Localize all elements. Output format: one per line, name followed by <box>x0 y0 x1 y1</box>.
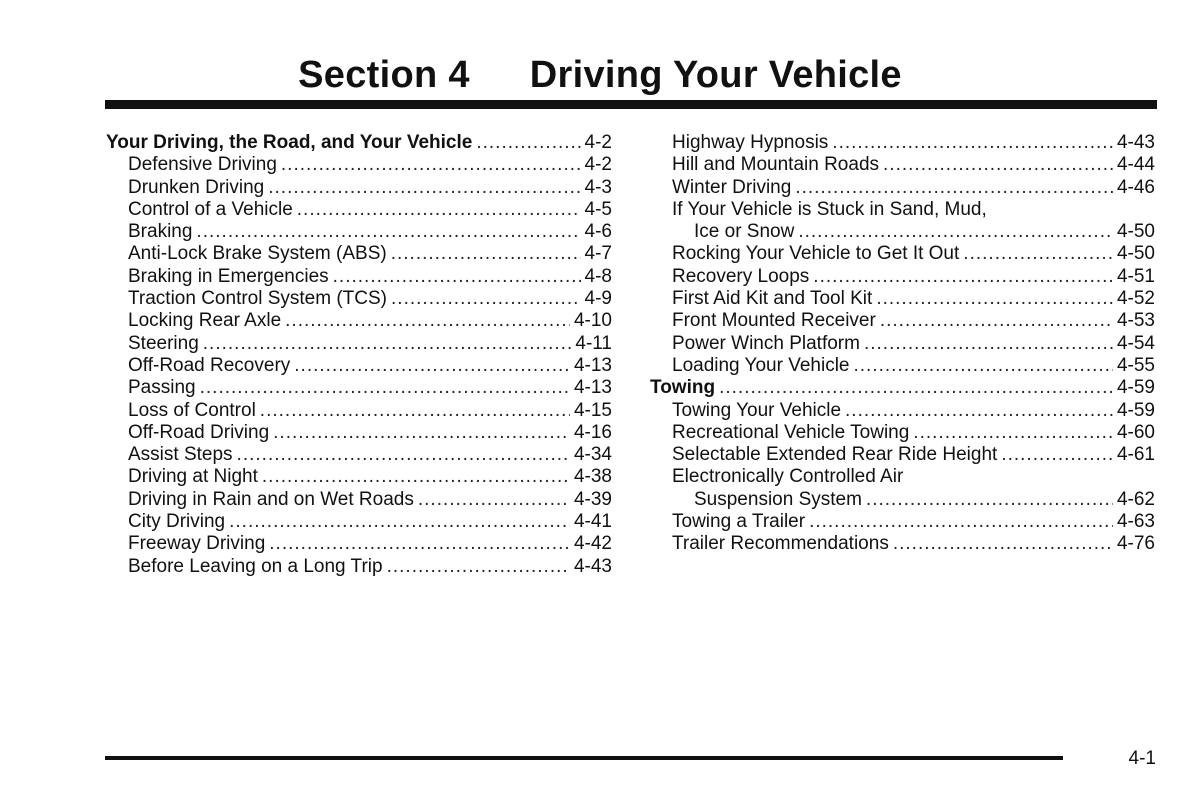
toc-entry-page: 4-52 <box>1116 288 1155 310</box>
toc-entry-page: 4-53 <box>1116 310 1155 332</box>
toc-entry[interactable] <box>106 177 612 199</box>
toc-entry-page: 4-10 <box>573 310 612 332</box>
dot-leader <box>418 489 570 511</box>
section-title: Driving Your Vehicle <box>529 54 902 96</box>
toc-entry-title: Your Driving, the Road, and Your Vehicle <box>106 132 473 153</box>
toc-entry-title: Defensive Driving <box>128 154 277 176</box>
dot-leader <box>963 243 1113 265</box>
toc-entry-title: Ice or Snow <box>694 221 795 243</box>
footer-divider <box>105 756 1063 760</box>
toc-entry-title: Off-Road Driving <box>128 421 270 443</box>
toc-entry-page: 4-7 <box>584 243 612 265</box>
toc-entry-page: 4-50 <box>1116 243 1155 265</box>
toc-entry-page: 4-39 <box>573 488 612 510</box>
toc-entry-page: 4-54 <box>1116 332 1155 354</box>
page-number: 4-1 <box>1128 748 1156 769</box>
toc-entry-page: 4-76 <box>1116 533 1155 555</box>
toc-entry[interactable] <box>106 444 612 466</box>
toc-entry-page: 4-61 <box>1116 444 1155 466</box>
toc-entry-title: Driving in Rain and on Wet Roads <box>128 488 414 510</box>
dot-leader <box>893 533 1113 555</box>
toc-entry[interactable] <box>106 333 612 355</box>
toc-entry[interactable] <box>106 310 612 332</box>
dot-leader <box>262 466 570 488</box>
toc-entry[interactable] <box>106 288 612 310</box>
dot-leader <box>281 154 581 176</box>
toc-entry[interactable] <box>106 199 612 221</box>
toc-entry[interactable] <box>650 400 1155 422</box>
toc-entry[interactable] <box>650 422 1155 444</box>
toc-entry-page: 4-63 <box>1116 511 1155 533</box>
toc-entry-title: Highway Hypnosis <box>672 132 829 153</box>
toc-entry-title: Electronically Controlled Air <box>672 466 904 488</box>
toc-entry-title: Off-Road Recovery <box>128 354 291 376</box>
toc-entry-page: 4-51 <box>1116 265 1155 287</box>
toc-entry[interactable] <box>106 533 612 555</box>
dot-leader <box>913 422 1113 444</box>
toc-entry[interactable] <box>650 266 1155 288</box>
dot-leader <box>268 177 580 199</box>
toc-entry[interactable] <box>106 154 612 176</box>
dot-leader <box>798 221 1113 243</box>
dot-leader <box>237 444 570 466</box>
section-label: Section 4 <box>298 54 470 96</box>
toc-entry[interactable] <box>106 243 612 265</box>
dot-leader <box>391 243 581 265</box>
toc-entry[interactable] <box>106 377 612 399</box>
toc-entry[interactable] <box>650 489 1155 511</box>
dot-leader <box>203 333 572 355</box>
dot-leader <box>845 400 1113 422</box>
toc-entry-title: Loading Your Vehicle <box>672 354 850 376</box>
toc-entry-title: Winter Driving <box>672 176 792 198</box>
toc-entry-page: 4-50 <box>1116 221 1155 243</box>
dot-leader <box>391 288 581 310</box>
toc-entry-title: Towing Your Vehicle <box>672 399 842 421</box>
toc-entry-title: Towing a Trailer <box>672 511 806 533</box>
toc-entry-page: 4-9 <box>584 288 612 310</box>
toc-entry[interactable] <box>106 221 612 243</box>
toc-entry-title: Traction Control System (TCS) <box>128 288 388 310</box>
toc-section-heading[interactable] <box>106 132 612 154</box>
toc-entry-page: 4-5 <box>584 198 612 220</box>
toc-entry[interactable] <box>650 333 1155 355</box>
toc-entry[interactable] <box>650 221 1155 243</box>
toc-entry-title: First Aid Kit and Tool Kit <box>672 288 873 310</box>
toc-section-heading[interactable] <box>650 377 1155 399</box>
toc-entry-title: Steering <box>128 332 199 354</box>
toc-entry[interactable] <box>650 466 1155 488</box>
toc-entry-title: Recreational Vehicle Towing <box>672 421 910 443</box>
toc-entry-title: Trailer Recommendations <box>672 533 889 555</box>
toc-entry-title: Front Mounted Receiver <box>672 310 876 332</box>
toc-entry-title: Towing <box>650 377 716 399</box>
toc-entry-page: 4-34 <box>573 444 612 466</box>
toc-entry-title: Drunken Driving <box>128 176 265 198</box>
toc-entry-title: Driving at Night <box>128 466 258 488</box>
dot-leader <box>200 377 570 399</box>
toc-entry[interactable] <box>650 177 1155 199</box>
dot-leader <box>387 556 570 578</box>
toc-entry-title: Control of a Vehicle <box>128 198 293 220</box>
toc-entry[interactable] <box>650 199 1155 221</box>
dot-leader <box>809 511 1113 533</box>
toc-entry-page: 4-46 <box>1116 176 1155 198</box>
dot-leader <box>294 355 570 377</box>
toc-entry-page: 4-43 <box>1116 132 1155 153</box>
toc-entry-page: 4-6 <box>584 221 612 243</box>
toc-entry[interactable] <box>106 422 612 444</box>
toc-entry[interactable] <box>650 243 1155 265</box>
toc-entry-page: 4-13 <box>573 354 612 376</box>
dot-leader <box>476 132 580 154</box>
dot-leader <box>866 489 1113 511</box>
toc-entry-page: 4-13 <box>573 377 612 399</box>
toc-entry-page: 4-60 <box>1116 421 1155 443</box>
toc-entry-title: Locking Rear Axle <box>128 310 282 332</box>
dot-leader <box>813 266 1113 288</box>
dot-leader <box>260 400 570 422</box>
dot-leader <box>854 355 1113 377</box>
toc-entry-page: 4-15 <box>573 399 612 421</box>
toc-entry-title: Selectable Extended Rear Ride Height <box>672 444 998 466</box>
toc-entry-title: Loss of Control <box>128 399 256 421</box>
toc-entry[interactable] <box>650 288 1155 310</box>
dot-leader <box>719 377 1113 399</box>
dot-leader <box>864 333 1113 355</box>
toc-entry[interactable] <box>650 310 1155 332</box>
dot-leader <box>229 511 570 533</box>
dot-leader <box>297 199 581 221</box>
toc-entry-title: Recovery Loops <box>672 265 810 287</box>
dot-leader <box>880 310 1113 332</box>
dot-leader <box>333 266 581 288</box>
toc-entry-page: 4-41 <box>573 511 612 533</box>
toc-entry-page: 4-2 <box>584 132 612 153</box>
toc-entry[interactable] <box>106 355 612 377</box>
toc-entry[interactable] <box>650 154 1155 176</box>
dot-leader <box>196 221 580 243</box>
toc-entry-title: Passing <box>128 377 196 399</box>
toc-column-right <box>650 132 1155 556</box>
toc-entry-page: 4-16 <box>573 421 612 443</box>
toc-entry-page: 4-43 <box>573 555 612 577</box>
toc-entry-title: Hill and Mountain Roads <box>672 154 880 176</box>
toc-entry-title: Freeway Driving <box>128 533 266 555</box>
dot-leader <box>269 533 570 555</box>
toc-entry-title: Assist Steps <box>128 444 233 466</box>
toc-entry-page: 4-38 <box>573 466 612 488</box>
toc-entry-page: 4-62 <box>1116 488 1155 510</box>
toc-entry-title: Anti-Lock Brake System (ABS) <box>128 243 387 265</box>
toc-entry-page: 4-59 <box>1116 377 1155 399</box>
title-divider <box>105 100 1157 109</box>
toc-entry-page: 4-3 <box>584 176 612 198</box>
toc-entry-page: 4-59 <box>1116 399 1155 421</box>
toc-entry-page: 4-55 <box>1116 354 1155 376</box>
dot-leader <box>876 288 1113 310</box>
dot-leader <box>273 422 570 444</box>
toc-entry-title: Braking in Emergencies <box>128 265 329 287</box>
toc-entry-page: 4-8 <box>584 265 612 287</box>
toc-entry-title: Braking <box>128 221 193 243</box>
toc-entry[interactable] <box>650 355 1155 377</box>
toc-entry[interactable] <box>650 132 1155 154</box>
toc-entry[interactable] <box>106 511 612 533</box>
toc-entry-page: 4-42 <box>573 533 612 555</box>
toc-column-left <box>106 132 612 578</box>
toc-entry-title: City Driving <box>128 511 226 533</box>
page-title <box>0 50 1200 100</box>
dot-leader <box>285 310 570 332</box>
toc-entry[interactable] <box>106 466 612 488</box>
toc-entry-title: If Your Vehicle is Stuck in Sand, Mud, <box>672 198 987 220</box>
toc-entry-title: Rocking Your Vehicle to Get It Out <box>672 243 960 265</box>
toc-entry[interactable] <box>650 533 1155 555</box>
dot-leader <box>1001 444 1113 466</box>
toc-entry-page: 4-44 <box>1116 154 1155 176</box>
toc-entry[interactable] <box>650 444 1155 466</box>
toc-entry-page: 4-2 <box>584 154 612 176</box>
toc-entry[interactable] <box>106 400 612 422</box>
toc-entry-title: Before Leaving on a Long Trip <box>128 555 383 577</box>
toc-entry-title: Power Winch Platform <box>672 332 860 354</box>
toc-entry[interactable] <box>106 489 612 511</box>
toc-entry[interactable] <box>106 266 612 288</box>
toc-entry-title: Suspension System <box>694 488 862 510</box>
dot-leader <box>795 177 1113 199</box>
toc-entry[interactable] <box>106 556 612 578</box>
toc-entry[interactable] <box>650 511 1155 533</box>
dot-leader <box>832 132 1113 154</box>
dot-leader <box>883 154 1113 176</box>
toc-entry-page: 4-11 <box>575 332 612 354</box>
